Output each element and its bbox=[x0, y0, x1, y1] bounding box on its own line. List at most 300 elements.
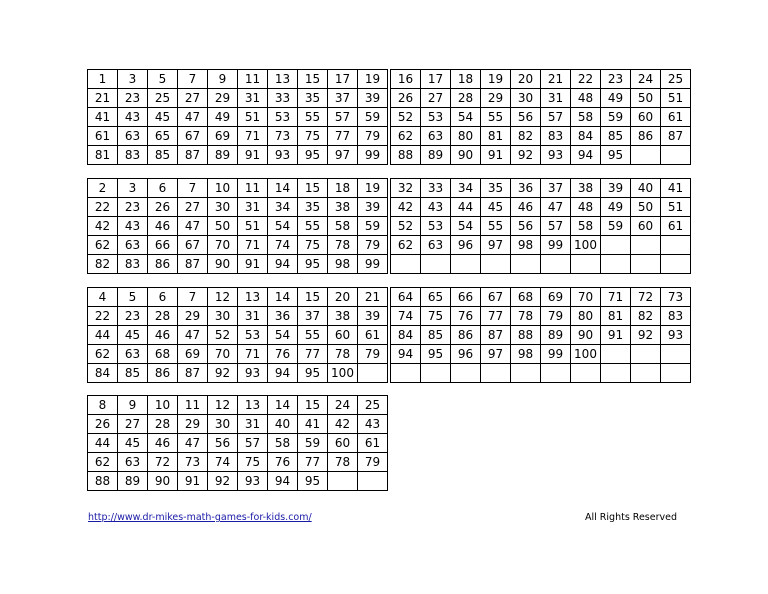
number-cell: 79 bbox=[358, 345, 388, 364]
number-cell: 19 bbox=[358, 179, 388, 198]
number-cell: 93 bbox=[661, 326, 691, 345]
number-cell: 89 bbox=[421, 146, 451, 165]
number-cell bbox=[661, 255, 691, 274]
number-cell: 3 bbox=[118, 179, 148, 198]
number-cell: 30 bbox=[208, 198, 238, 217]
number-cell: 42 bbox=[391, 198, 421, 217]
table-row bbox=[88, 307, 388, 326]
number-cell: 60 bbox=[631, 108, 661, 127]
table-row bbox=[88, 415, 388, 434]
number-cell: 71 bbox=[601, 288, 631, 307]
number-cell: 31 bbox=[238, 415, 268, 434]
number-cell bbox=[511, 364, 541, 383]
table-row bbox=[391, 217, 691, 236]
number-cell: 99 bbox=[541, 345, 571, 364]
table-row bbox=[88, 434, 388, 453]
number-cell: 19 bbox=[481, 70, 511, 89]
number-cell: 45 bbox=[118, 434, 148, 453]
number-card-16 bbox=[390, 69, 691, 165]
table-row bbox=[391, 70, 691, 89]
number-cell bbox=[631, 146, 661, 165]
rights-notice: All Rights Reserved bbox=[585, 512, 677, 523]
number-cell: 89 bbox=[118, 472, 148, 491]
number-cell: 59 bbox=[298, 434, 328, 453]
number-cell: 70 bbox=[208, 345, 238, 364]
number-cell: 6 bbox=[148, 288, 178, 307]
number-cell: 93 bbox=[238, 472, 268, 491]
number-cell: 1 bbox=[88, 70, 118, 89]
number-cell: 11 bbox=[238, 179, 268, 198]
number-cell: 6 bbox=[148, 179, 178, 198]
number-cell: 86 bbox=[631, 127, 661, 146]
number-cell: 53 bbox=[421, 217, 451, 236]
number-cell: 24 bbox=[631, 70, 661, 89]
number-cell: 93 bbox=[541, 146, 571, 165]
number-cell: 3 bbox=[118, 70, 148, 89]
number-cell: 21 bbox=[88, 89, 118, 108]
number-cell: 82 bbox=[631, 307, 661, 326]
number-cell: 37 bbox=[541, 179, 571, 198]
number-cell bbox=[661, 236, 691, 255]
number-cell: 76 bbox=[268, 453, 298, 472]
number-cell bbox=[661, 345, 691, 364]
number-cell: 35 bbox=[298, 89, 328, 108]
number-cell: 49 bbox=[601, 89, 631, 108]
number-cell: 35 bbox=[298, 198, 328, 217]
number-card-1 bbox=[87, 69, 388, 165]
number-cell: 86 bbox=[148, 364, 178, 383]
number-cell: 48 bbox=[571, 198, 601, 217]
number-cell: 21 bbox=[358, 288, 388, 307]
number-cell: 7 bbox=[178, 70, 208, 89]
number-cell: 100 bbox=[571, 345, 601, 364]
number-cell: 28 bbox=[148, 307, 178, 326]
number-cell: 53 bbox=[421, 108, 451, 127]
number-cell bbox=[571, 364, 601, 383]
number-cell: 55 bbox=[298, 326, 328, 345]
number-cell: 87 bbox=[661, 127, 691, 146]
number-cell: 46 bbox=[148, 434, 178, 453]
number-cell: 72 bbox=[148, 453, 178, 472]
table-row bbox=[391, 288, 691, 307]
number-cell bbox=[631, 236, 661, 255]
number-cell: 36 bbox=[511, 179, 541, 198]
number-cell: 42 bbox=[328, 415, 358, 434]
number-cell: 42 bbox=[88, 217, 118, 236]
number-cell: 46 bbox=[511, 198, 541, 217]
number-cell: 7 bbox=[178, 288, 208, 307]
number-cell: 43 bbox=[118, 108, 148, 127]
number-cell: 30 bbox=[208, 415, 238, 434]
number-cell: 54 bbox=[451, 108, 481, 127]
number-cell: 54 bbox=[451, 217, 481, 236]
number-cell: 47 bbox=[178, 217, 208, 236]
number-cell: 64 bbox=[391, 288, 421, 307]
number-cell: 98 bbox=[511, 236, 541, 255]
number-cell: 25 bbox=[148, 89, 178, 108]
number-cell: 23 bbox=[118, 89, 148, 108]
table-row bbox=[391, 108, 691, 127]
number-cell: 94 bbox=[571, 146, 601, 165]
number-cell: 55 bbox=[298, 108, 328, 127]
number-cell: 17 bbox=[328, 70, 358, 89]
number-cell bbox=[451, 364, 481, 383]
number-cell: 92 bbox=[511, 146, 541, 165]
number-cell: 78 bbox=[328, 236, 358, 255]
number-cell: 11 bbox=[178, 396, 208, 415]
number-cell: 65 bbox=[148, 127, 178, 146]
number-cell: 47 bbox=[541, 198, 571, 217]
number-cell: 47 bbox=[178, 326, 208, 345]
number-cell: 94 bbox=[268, 364, 298, 383]
number-cell: 77 bbox=[328, 127, 358, 146]
number-cell bbox=[601, 255, 631, 274]
number-cell: 89 bbox=[541, 326, 571, 345]
number-cell: 62 bbox=[391, 236, 421, 255]
number-cell: 77 bbox=[481, 307, 511, 326]
number-cell: 25 bbox=[661, 70, 691, 89]
number-cell: 88 bbox=[391, 146, 421, 165]
number-cell: 100 bbox=[571, 236, 601, 255]
number-cell: 24 bbox=[328, 396, 358, 415]
number-cell: 81 bbox=[601, 307, 631, 326]
number-cell: 63 bbox=[118, 453, 148, 472]
number-cell: 38 bbox=[328, 307, 358, 326]
number-cell: 13 bbox=[238, 396, 268, 415]
number-cell: 67 bbox=[178, 127, 208, 146]
number-cell: 48 bbox=[571, 89, 601, 108]
number-cell: 84 bbox=[571, 127, 601, 146]
number-cell: 70 bbox=[208, 236, 238, 255]
table-row bbox=[391, 89, 691, 108]
number-cell bbox=[481, 255, 511, 274]
number-cell: 85 bbox=[421, 326, 451, 345]
number-card-64 bbox=[390, 287, 691, 383]
number-cell: 95 bbox=[298, 472, 328, 491]
number-cell: 62 bbox=[88, 236, 118, 255]
number-cell: 7 bbox=[178, 179, 208, 198]
number-cell: 57 bbox=[541, 108, 571, 127]
number-cell: 58 bbox=[328, 217, 358, 236]
number-cell: 60 bbox=[631, 217, 661, 236]
number-cell: 95 bbox=[601, 146, 631, 165]
number-cell: 28 bbox=[451, 89, 481, 108]
table-row bbox=[88, 89, 388, 108]
number-cell: 77 bbox=[298, 453, 328, 472]
number-cell: 95 bbox=[298, 255, 328, 274]
number-cell: 74 bbox=[391, 307, 421, 326]
number-cell: 2 bbox=[88, 179, 118, 198]
number-cell: 97 bbox=[328, 146, 358, 165]
number-cell: 90 bbox=[571, 326, 601, 345]
number-cell: 73 bbox=[178, 453, 208, 472]
number-cell bbox=[541, 255, 571, 274]
number-cell: 66 bbox=[148, 236, 178, 255]
number-cell: 29 bbox=[178, 415, 208, 434]
number-cell: 27 bbox=[178, 89, 208, 108]
table-row bbox=[391, 345, 691, 364]
number-cell: 93 bbox=[238, 364, 268, 383]
number-cell: 65 bbox=[421, 288, 451, 307]
number-cell: 29 bbox=[481, 89, 511, 108]
number-cell: 18 bbox=[451, 70, 481, 89]
number-cell: 41 bbox=[661, 179, 691, 198]
number-cell: 86 bbox=[451, 326, 481, 345]
number-cell: 76 bbox=[268, 345, 298, 364]
number-cell: 30 bbox=[208, 307, 238, 326]
number-cell: 86 bbox=[148, 255, 178, 274]
number-cell: 82 bbox=[511, 127, 541, 146]
number-cell: 83 bbox=[118, 146, 148, 165]
table-row bbox=[88, 217, 388, 236]
number-cell: 22 bbox=[88, 307, 118, 326]
number-cell: 59 bbox=[358, 108, 388, 127]
number-cell: 38 bbox=[328, 198, 358, 217]
number-cell: 92 bbox=[208, 472, 238, 491]
number-cell: 51 bbox=[238, 217, 268, 236]
number-cell bbox=[601, 236, 631, 255]
number-cell: 10 bbox=[208, 179, 238, 198]
number-cell: 74 bbox=[208, 453, 238, 472]
number-cell: 53 bbox=[268, 108, 298, 127]
number-cell: 51 bbox=[661, 89, 691, 108]
number-cell: 45 bbox=[481, 198, 511, 217]
number-cell: 43 bbox=[118, 217, 148, 236]
number-cell: 95 bbox=[421, 345, 451, 364]
number-cell: 39 bbox=[358, 89, 388, 108]
number-cell: 39 bbox=[601, 179, 631, 198]
number-card-32 bbox=[390, 178, 691, 274]
number-cell: 75 bbox=[298, 236, 328, 255]
table-row bbox=[391, 236, 691, 255]
number-cell: 9 bbox=[118, 396, 148, 415]
number-cell: 59 bbox=[601, 217, 631, 236]
table-row bbox=[391, 307, 691, 326]
number-cell: 21 bbox=[541, 70, 571, 89]
table-row bbox=[391, 364, 691, 383]
number-cell: 20 bbox=[511, 70, 541, 89]
number-cell: 56 bbox=[208, 434, 238, 453]
number-cell: 9 bbox=[208, 70, 238, 89]
number-cell: 61 bbox=[358, 326, 388, 345]
number-cell: 58 bbox=[571, 217, 601, 236]
number-cell: 27 bbox=[178, 198, 208, 217]
table-row bbox=[391, 198, 691, 217]
table-row bbox=[88, 127, 388, 146]
number-cell: 90 bbox=[208, 255, 238, 274]
number-cell: 55 bbox=[481, 217, 511, 236]
number-cell: 14 bbox=[268, 179, 298, 198]
number-cell: 29 bbox=[178, 307, 208, 326]
number-cell: 43 bbox=[358, 415, 388, 434]
number-cell: 15 bbox=[298, 396, 328, 415]
number-cell: 19 bbox=[358, 70, 388, 89]
number-cell: 61 bbox=[661, 108, 691, 127]
number-cell: 75 bbox=[421, 307, 451, 326]
number-cell: 99 bbox=[541, 236, 571, 255]
number-cell: 5 bbox=[118, 288, 148, 307]
number-cell: 12 bbox=[208, 288, 238, 307]
number-cell: 34 bbox=[451, 179, 481, 198]
number-cell: 83 bbox=[541, 127, 571, 146]
number-cell: 50 bbox=[631, 198, 661, 217]
number-cell: 63 bbox=[118, 345, 148, 364]
number-cell: 57 bbox=[328, 108, 358, 127]
number-cell: 20 bbox=[328, 288, 358, 307]
number-cell: 30 bbox=[511, 89, 541, 108]
number-cell: 23 bbox=[118, 198, 148, 217]
number-cell: 81 bbox=[481, 127, 511, 146]
number-cell bbox=[571, 255, 601, 274]
number-cell: 85 bbox=[148, 146, 178, 165]
number-cell: 69 bbox=[178, 345, 208, 364]
number-cell: 84 bbox=[391, 326, 421, 345]
table-row bbox=[391, 326, 691, 345]
number-cell bbox=[511, 255, 541, 274]
table-row bbox=[88, 108, 388, 127]
number-cell: 63 bbox=[118, 127, 148, 146]
number-cell bbox=[421, 364, 451, 383]
number-cell: 62 bbox=[88, 453, 118, 472]
number-cell: 39 bbox=[358, 307, 388, 326]
number-cell: 60 bbox=[328, 434, 358, 453]
number-cell: 17 bbox=[421, 70, 451, 89]
number-cell: 13 bbox=[268, 70, 298, 89]
table-row bbox=[88, 396, 388, 415]
number-cell bbox=[481, 364, 511, 383]
number-cell: 91 bbox=[238, 146, 268, 165]
number-cell: 61 bbox=[88, 127, 118, 146]
number-cell: 68 bbox=[511, 288, 541, 307]
number-cell: 87 bbox=[481, 326, 511, 345]
number-cell: 83 bbox=[661, 307, 691, 326]
number-cell: 79 bbox=[358, 236, 388, 255]
number-cell: 52 bbox=[391, 217, 421, 236]
number-cell: 88 bbox=[88, 472, 118, 491]
table-row bbox=[88, 255, 388, 274]
number-cell: 75 bbox=[238, 453, 268, 472]
number-cell: 14 bbox=[268, 288, 298, 307]
number-cell: 49 bbox=[208, 108, 238, 127]
number-cell: 46 bbox=[148, 217, 178, 236]
number-cell: 12 bbox=[208, 396, 238, 415]
number-cell: 87 bbox=[178, 364, 208, 383]
number-cell: 51 bbox=[238, 108, 268, 127]
number-cell: 84 bbox=[88, 364, 118, 383]
number-cell: 99 bbox=[358, 146, 388, 165]
number-cell: 11 bbox=[238, 70, 268, 89]
number-cell: 74 bbox=[268, 236, 298, 255]
number-cell: 41 bbox=[298, 415, 328, 434]
number-cell: 91 bbox=[238, 255, 268, 274]
number-cell: 56 bbox=[511, 217, 541, 236]
number-cell: 85 bbox=[118, 364, 148, 383]
table-row bbox=[391, 127, 691, 146]
number-cell: 87 bbox=[178, 255, 208, 274]
number-cell: 73 bbox=[661, 288, 691, 307]
number-cell bbox=[358, 472, 388, 491]
number-cell bbox=[358, 364, 388, 383]
number-cell: 33 bbox=[268, 89, 298, 108]
number-cell: 52 bbox=[391, 108, 421, 127]
number-cell: 80 bbox=[451, 127, 481, 146]
number-cell bbox=[661, 146, 691, 165]
table-row bbox=[391, 179, 691, 198]
number-card-8 bbox=[87, 395, 388, 491]
number-cell: 47 bbox=[178, 434, 208, 453]
number-cell: 50 bbox=[208, 217, 238, 236]
number-cell: 15 bbox=[298, 70, 328, 89]
number-cell bbox=[601, 345, 631, 364]
number-cell: 79 bbox=[358, 453, 388, 472]
number-card-2 bbox=[87, 178, 388, 274]
number-cell: 62 bbox=[88, 345, 118, 364]
number-cell: 68 bbox=[148, 345, 178, 364]
table-row bbox=[88, 146, 388, 165]
number-cell: 33 bbox=[421, 179, 451, 198]
number-cell: 91 bbox=[601, 326, 631, 345]
number-cell: 88 bbox=[511, 326, 541, 345]
number-cell: 13 bbox=[238, 288, 268, 307]
number-cell: 81 bbox=[88, 146, 118, 165]
number-cell: 50 bbox=[631, 89, 661, 108]
table-row bbox=[88, 364, 388, 383]
number-cell: 90 bbox=[451, 146, 481, 165]
number-cell bbox=[328, 472, 358, 491]
table-row bbox=[391, 255, 691, 274]
number-cell: 39 bbox=[358, 198, 388, 217]
number-cell bbox=[451, 255, 481, 274]
number-cell: 44 bbox=[88, 434, 118, 453]
table-row bbox=[88, 472, 388, 491]
number-cell: 58 bbox=[571, 108, 601, 127]
number-cell: 98 bbox=[511, 345, 541, 364]
number-cell: 44 bbox=[451, 198, 481, 217]
number-cell: 22 bbox=[571, 70, 601, 89]
number-cell: 4 bbox=[88, 288, 118, 307]
number-cell: 8 bbox=[88, 396, 118, 415]
number-cell: 91 bbox=[481, 146, 511, 165]
number-cell: 94 bbox=[268, 472, 298, 491]
number-cell: 79 bbox=[541, 307, 571, 326]
number-cell: 97 bbox=[481, 236, 511, 255]
table-row bbox=[88, 198, 388, 217]
number-cell: 94 bbox=[391, 345, 421, 364]
number-cell: 59 bbox=[601, 108, 631, 127]
number-cell: 99 bbox=[358, 255, 388, 274]
number-card-4 bbox=[87, 287, 388, 383]
number-cell: 75 bbox=[298, 127, 328, 146]
number-cell: 67 bbox=[178, 236, 208, 255]
number-cell: 90 bbox=[148, 472, 178, 491]
number-cell: 69 bbox=[208, 127, 238, 146]
number-cell: 97 bbox=[481, 345, 511, 364]
number-cell: 31 bbox=[541, 89, 571, 108]
website-link[interactable]: http://www.dr-mikes-math-games-for-kids.com/ bbox=[88, 512, 312, 523]
number-cell: 29 bbox=[208, 89, 238, 108]
number-cell: 32 bbox=[391, 179, 421, 198]
number-cell: 62 bbox=[391, 127, 421, 146]
number-cell: 92 bbox=[631, 326, 661, 345]
number-cell: 78 bbox=[328, 453, 358, 472]
number-cell: 45 bbox=[118, 326, 148, 345]
number-cell: 23 bbox=[601, 70, 631, 89]
number-cell: 31 bbox=[238, 307, 268, 326]
number-cell: 77 bbox=[298, 345, 328, 364]
number-cell: 40 bbox=[268, 415, 298, 434]
number-cell: 45 bbox=[148, 108, 178, 127]
number-cell: 71 bbox=[238, 127, 268, 146]
